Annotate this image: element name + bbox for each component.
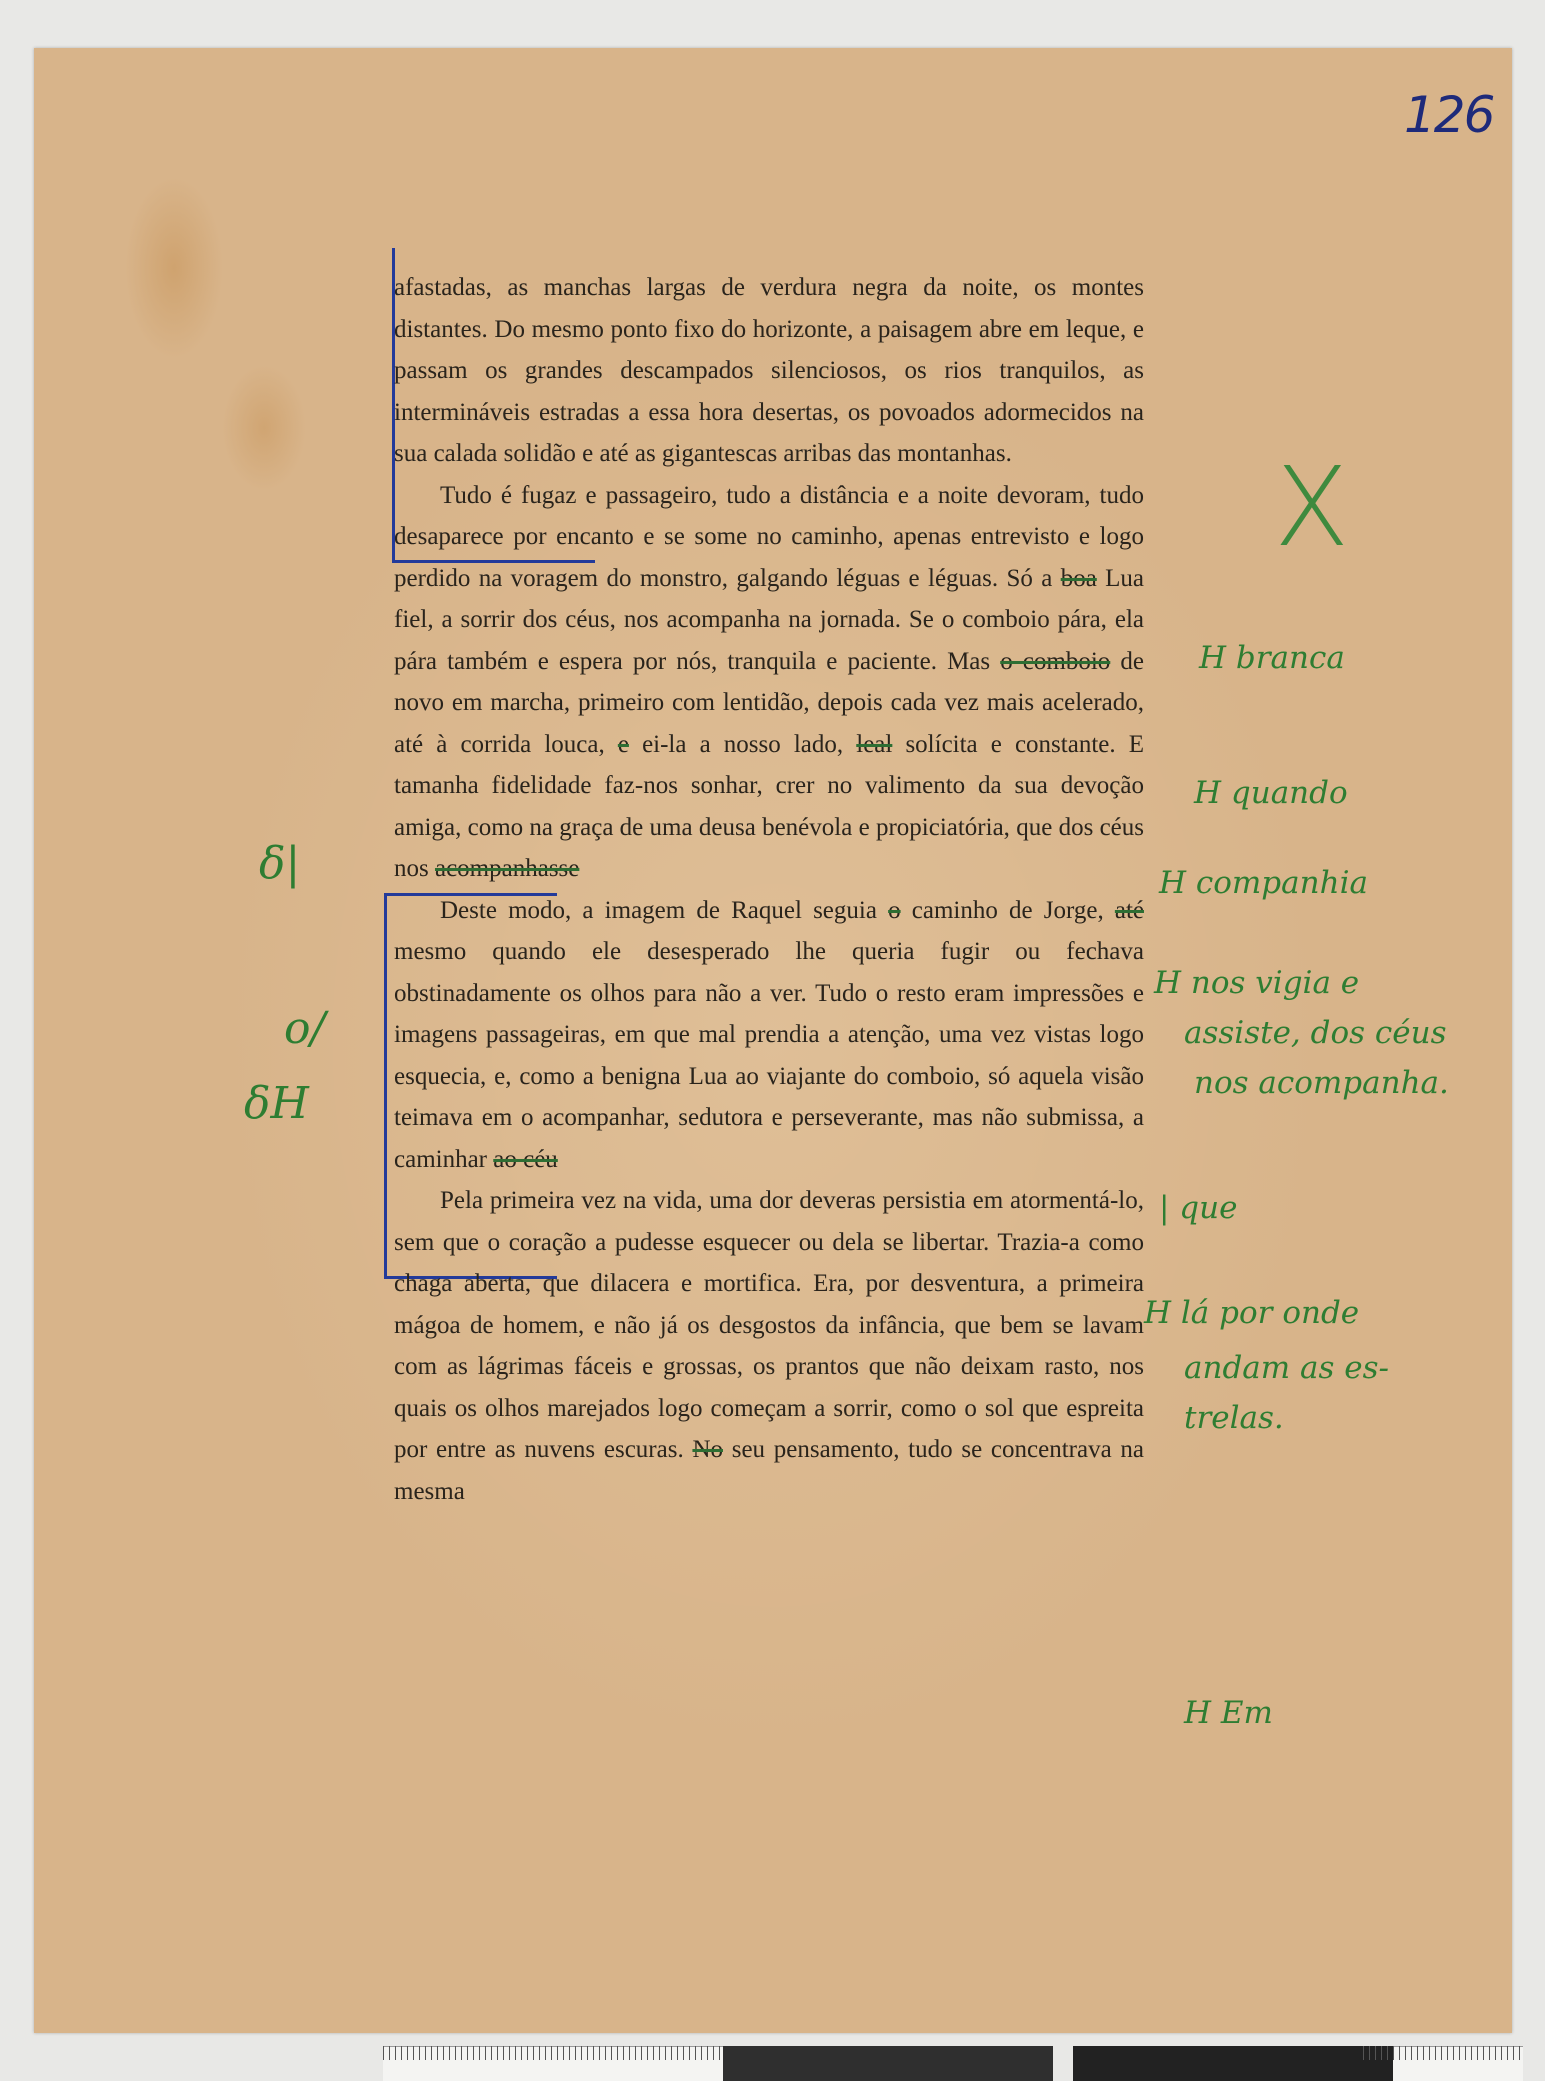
struck-word: e xyxy=(617,730,629,758)
ruler-ticks xyxy=(1363,2046,1523,2060)
margin-note-quando: H quando xyxy=(1194,775,1348,811)
margin-note-la-2: andam as es- xyxy=(1184,1350,1389,1386)
paragraph-2: Tudo é fugaz e passageiro, tudo a distância e a noite devoram, tudo desaparece por encanto e se some no caminho, apenas entrevisto e logo perdido na voragem do monstro, galgando léguas e léguas. Só a boa Lua fiel, a sorrir dos céus, nos acompanha na jornada. Se o comboio pára, ela pára também e espera por nós, tranquila e paciente. Mas o comboio de novo em marcha, primeiro com lentidão, depois cada vez mais acelerado, até à corrida louca, e ei-la a nosso lado, leal solícita e constante. E tamanha fidelidade faz-nos sonhar, crer no valimento da sua devoção amiga, como na graça de uma deusa benévola e propiciatória, que dos céus nos acompanhasse xyxy=(394,481,1145,882)
struck-word: ao céu xyxy=(493,1145,558,1173)
left-margin-mark-2: o/ xyxy=(284,1003,326,1054)
margin-note-vigia-3: nos acompanha. xyxy=(1194,1065,1449,1101)
typed-text-body xyxy=(394,267,1144,1512)
left-margin-mark-1: δ| xyxy=(259,838,301,889)
paragraph-4: Pela primeira vez na vida, uma dor deveras persistia em atormentá-lo, sem que o coração a pudesse esquecer ou dela se libertar. Trazia-a como chaga aberta, que dilacera e mortifica. Era, por desventura, a primeira mágoa de homem, e não já os desgostos da infância, que bem se lavam com as lágrimas fáceis e grossas, os prantos que não deixam rasto, nos quais os olhos marejados logo começam a sorrir, como o sol que espreita por entre as nuvens escuras. No seu pensamento, tudo se concentrava na mesma xyxy=(394,1187,1145,1505)
margin-note-companhia: H companhia xyxy=(1159,865,1368,901)
margin-note-vigia-2: assiste, dos céus xyxy=(1184,1015,1447,1051)
struck-word: leal xyxy=(856,730,893,758)
margin-note-em: H Em xyxy=(1184,1695,1273,1731)
ruler-ticks xyxy=(383,2046,723,2060)
margin-note-branca: H branca xyxy=(1199,640,1345,676)
margin-note-la-3: trelas. xyxy=(1184,1400,1284,1436)
paragraph-1: afastadas, as manchas largas de verdura negra da noite, os montes distantes. Do mesmo ponto fixo do horizonte, a paisagem abre em leque, e passam os grandes descampados silenciosos, os rios tranquilos, as intermináveis estradas a essa hora desertas, os povoados adormecidos na sua calada solidão e até as gigantescas arribas das montanhas. xyxy=(394,274,1144,467)
struck-word: acompanhasse xyxy=(434,855,580,882)
struck-word: até xyxy=(1114,896,1144,924)
margin-note-vigia-1: H nos vigia e xyxy=(1154,965,1360,1001)
struck-word: o xyxy=(888,896,901,924)
struck-word: o comboio xyxy=(1000,647,1111,675)
x-mark: X xyxy=(1274,443,1350,571)
left-margin-mark-3: δH xyxy=(244,1078,309,1129)
margin-note-que: | que xyxy=(1159,1190,1238,1226)
paragraph-3: Deste modo, a imagem de Raquel seguia o caminho de Jorge, até mesmo quando ele desesperado lhe queria fugir ou fechava obstinadamente os olhos para não a ver. Tudo o resto eram impressões e imagens passageiras, em que mal prendia a atenção, uma vez vistas logo esquecia, e, como a benigna Lua ao viajante do comboio, só aquela visão teimava em o acompanhar, sedutora e perseverante, mas não submissa, a caminhar ao céu xyxy=(394,896,1144,1173)
page-number: 126 xyxy=(1404,86,1494,144)
manuscript-page xyxy=(34,48,1512,2033)
struck-word: No xyxy=(692,1436,723,1463)
struck-word: boa xyxy=(1060,564,1097,592)
margin-note-la-1: H lá por onde xyxy=(1144,1295,1360,1331)
